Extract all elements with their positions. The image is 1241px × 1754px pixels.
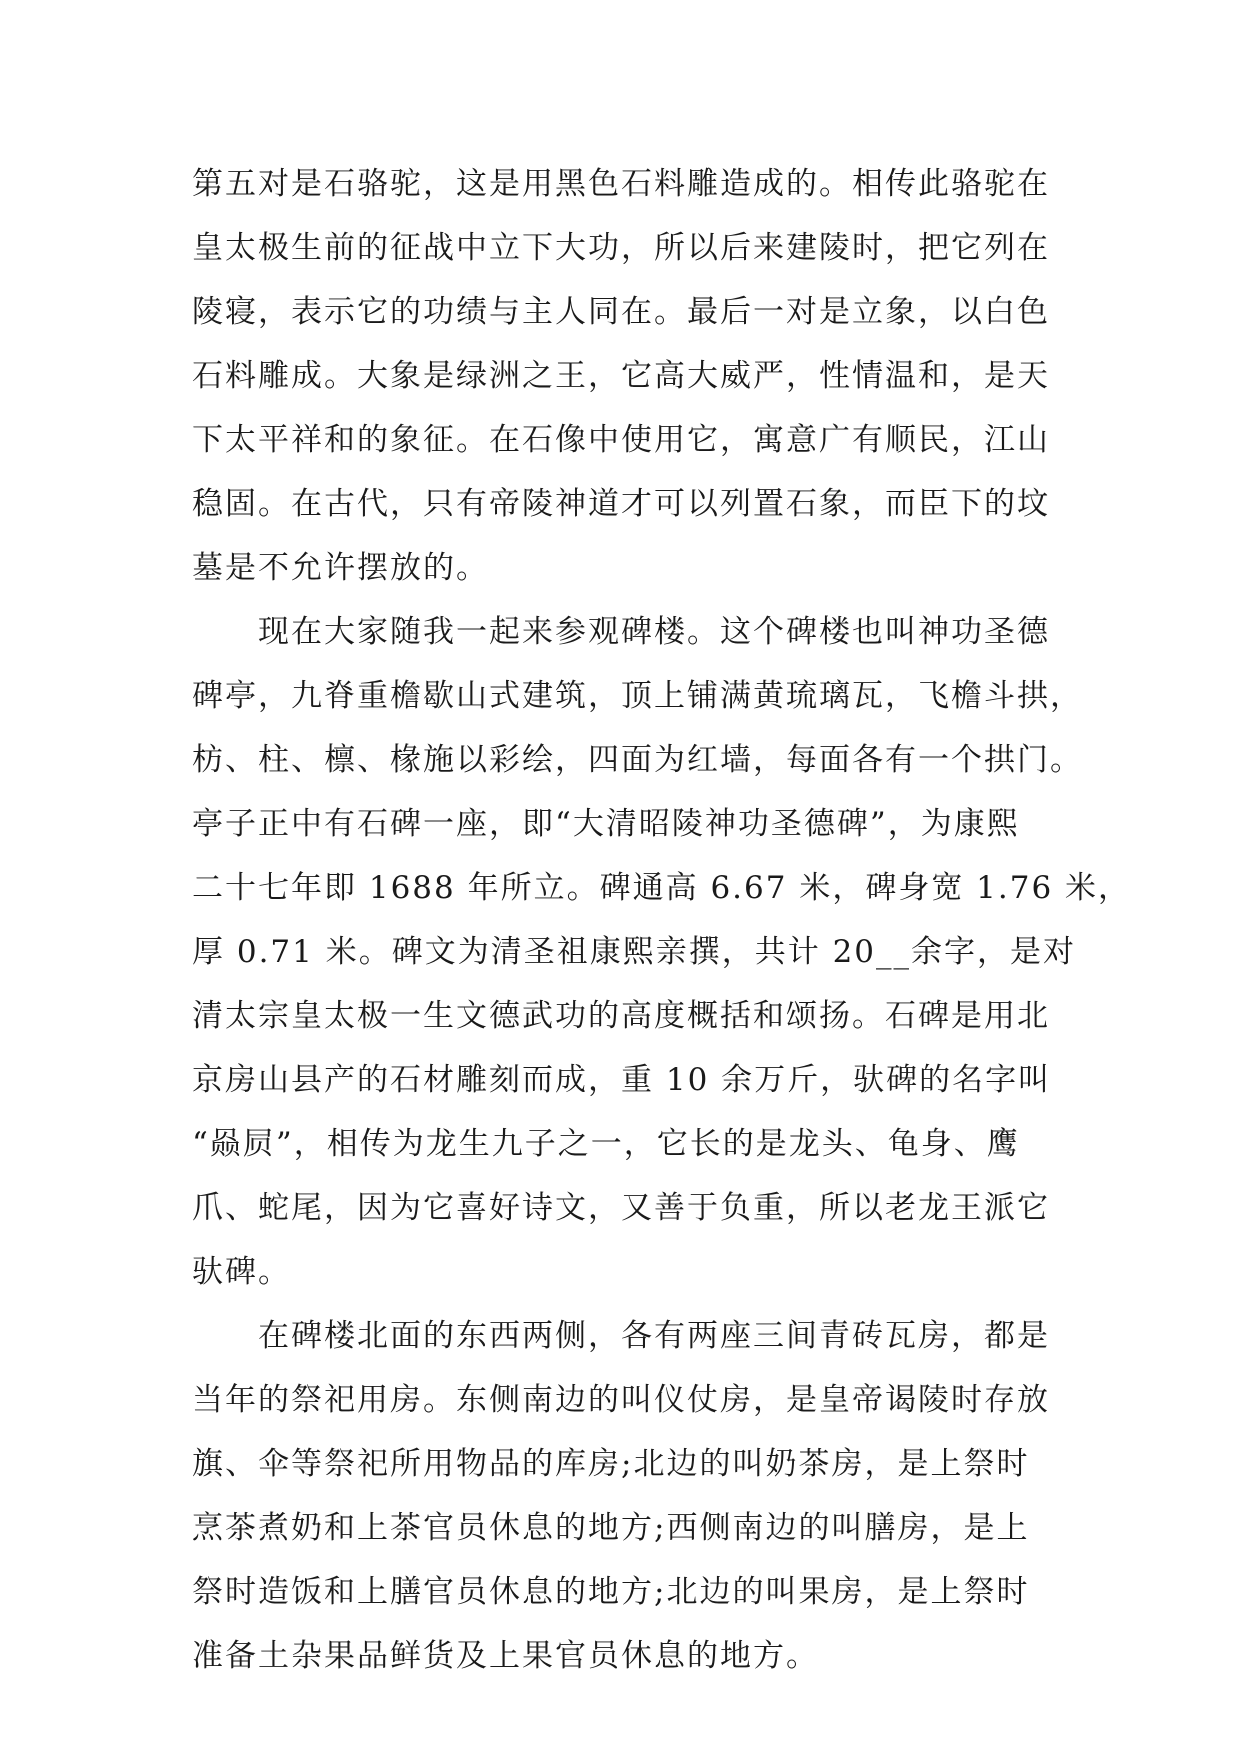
text-line: 墓是不允许摆放的。 (192, 550, 489, 586)
text-line: 石料雕成。大象是绿洲之王，它高大威严，性情温和，是天 (192, 358, 1050, 394)
text-line: 稳固。在古代，只有帝陵神道才可以列置石象，而臣下的坟 (192, 486, 1050, 522)
text-line: 京房山县产的石材雕刻而成，重 10 余万斤，驮碑的名字叫 (192, 1062, 1052, 1098)
text-line: 皇太极生前的征战中立下大功，所以后来建陵时，把它列在 (192, 230, 1050, 266)
text-line: 陵寝，表示它的功绩与主人同在。最后一对是立象，以白色 (192, 294, 1050, 330)
paragraph-stone-camel-elephant (192, 152, 1052, 600)
text-line: 爪、蛇尾，因为它喜好诗文，又善于负重，所以老龙王派它 (192, 1190, 1050, 1226)
paragraph-stele-pavilion (192, 600, 1132, 1304)
text-line: 祭时造饭和上膳官员休息的地方;北边的叫果房，是上祭时 (192, 1574, 1030, 1610)
text-line: 驮碑。 (192, 1254, 291, 1290)
text-line: 碑亭，九脊重檐歇山式建筑，顶上铺满黄琉璃瓦，飞檐斗拱， (192, 678, 1083, 714)
text-line: 烹茶煮奶和上茶官员休息的地方;西侧南边的叫膳房，是上 (192, 1510, 1030, 1546)
text-line: 清太宗皇太极一生文德武功的高度概括和颂扬。石碑是用北 (192, 998, 1050, 1034)
text-line: “赑屃”，相传为龙生九子之一，它长的是龙头、龟身、鹰 (192, 1126, 1020, 1162)
text-line: 厚 0.71 米。碑文为清圣祖康熙亲撰，共计 20__余字，是对 (192, 934, 1077, 970)
text-line: 第五对是石骆驼，这是用黑色石料雕造成的。相传此骆驼在 (192, 166, 1050, 202)
document-body (192, 152, 1132, 1688)
text-line: 准备土杂果品鲜货及上果官员休息的地方。 (192, 1638, 819, 1674)
text-line: 旗、伞等祭祀所用物品的库房;北边的叫奶茶房，是上祭时 (192, 1446, 1030, 1482)
text-line: 现在大家随我一起来参观碑楼。这个碑楼也叫神功圣德 (258, 614, 1050, 650)
text-line: 下太平祥和的象征。在石像中使用它，寓意广有顺民，江山 (192, 422, 1050, 458)
text-line: 在碑楼北面的东西两侧，各有两座三间青砖瓦房，都是 (258, 1318, 1050, 1354)
text-line: 当年的祭祀用房。东侧南边的叫仪仗房，是皇帝谒陵时存放 (192, 1382, 1050, 1418)
paragraph-sacrificial-rooms (192, 1304, 1052, 1688)
text-line: 枋、柱、檩、椽施以彩绘，四面为红墙，每面各有一个拱门。 (192, 742, 1083, 778)
text-line: 亭子正中有石碑一座，即“大清昭陵神功圣德碑”，为康熙 (192, 806, 1020, 842)
text-line: 二十七年即 1688 年所立。碑通高 6.67 米，碑身宽 1.76 米， (192, 870, 1132, 906)
